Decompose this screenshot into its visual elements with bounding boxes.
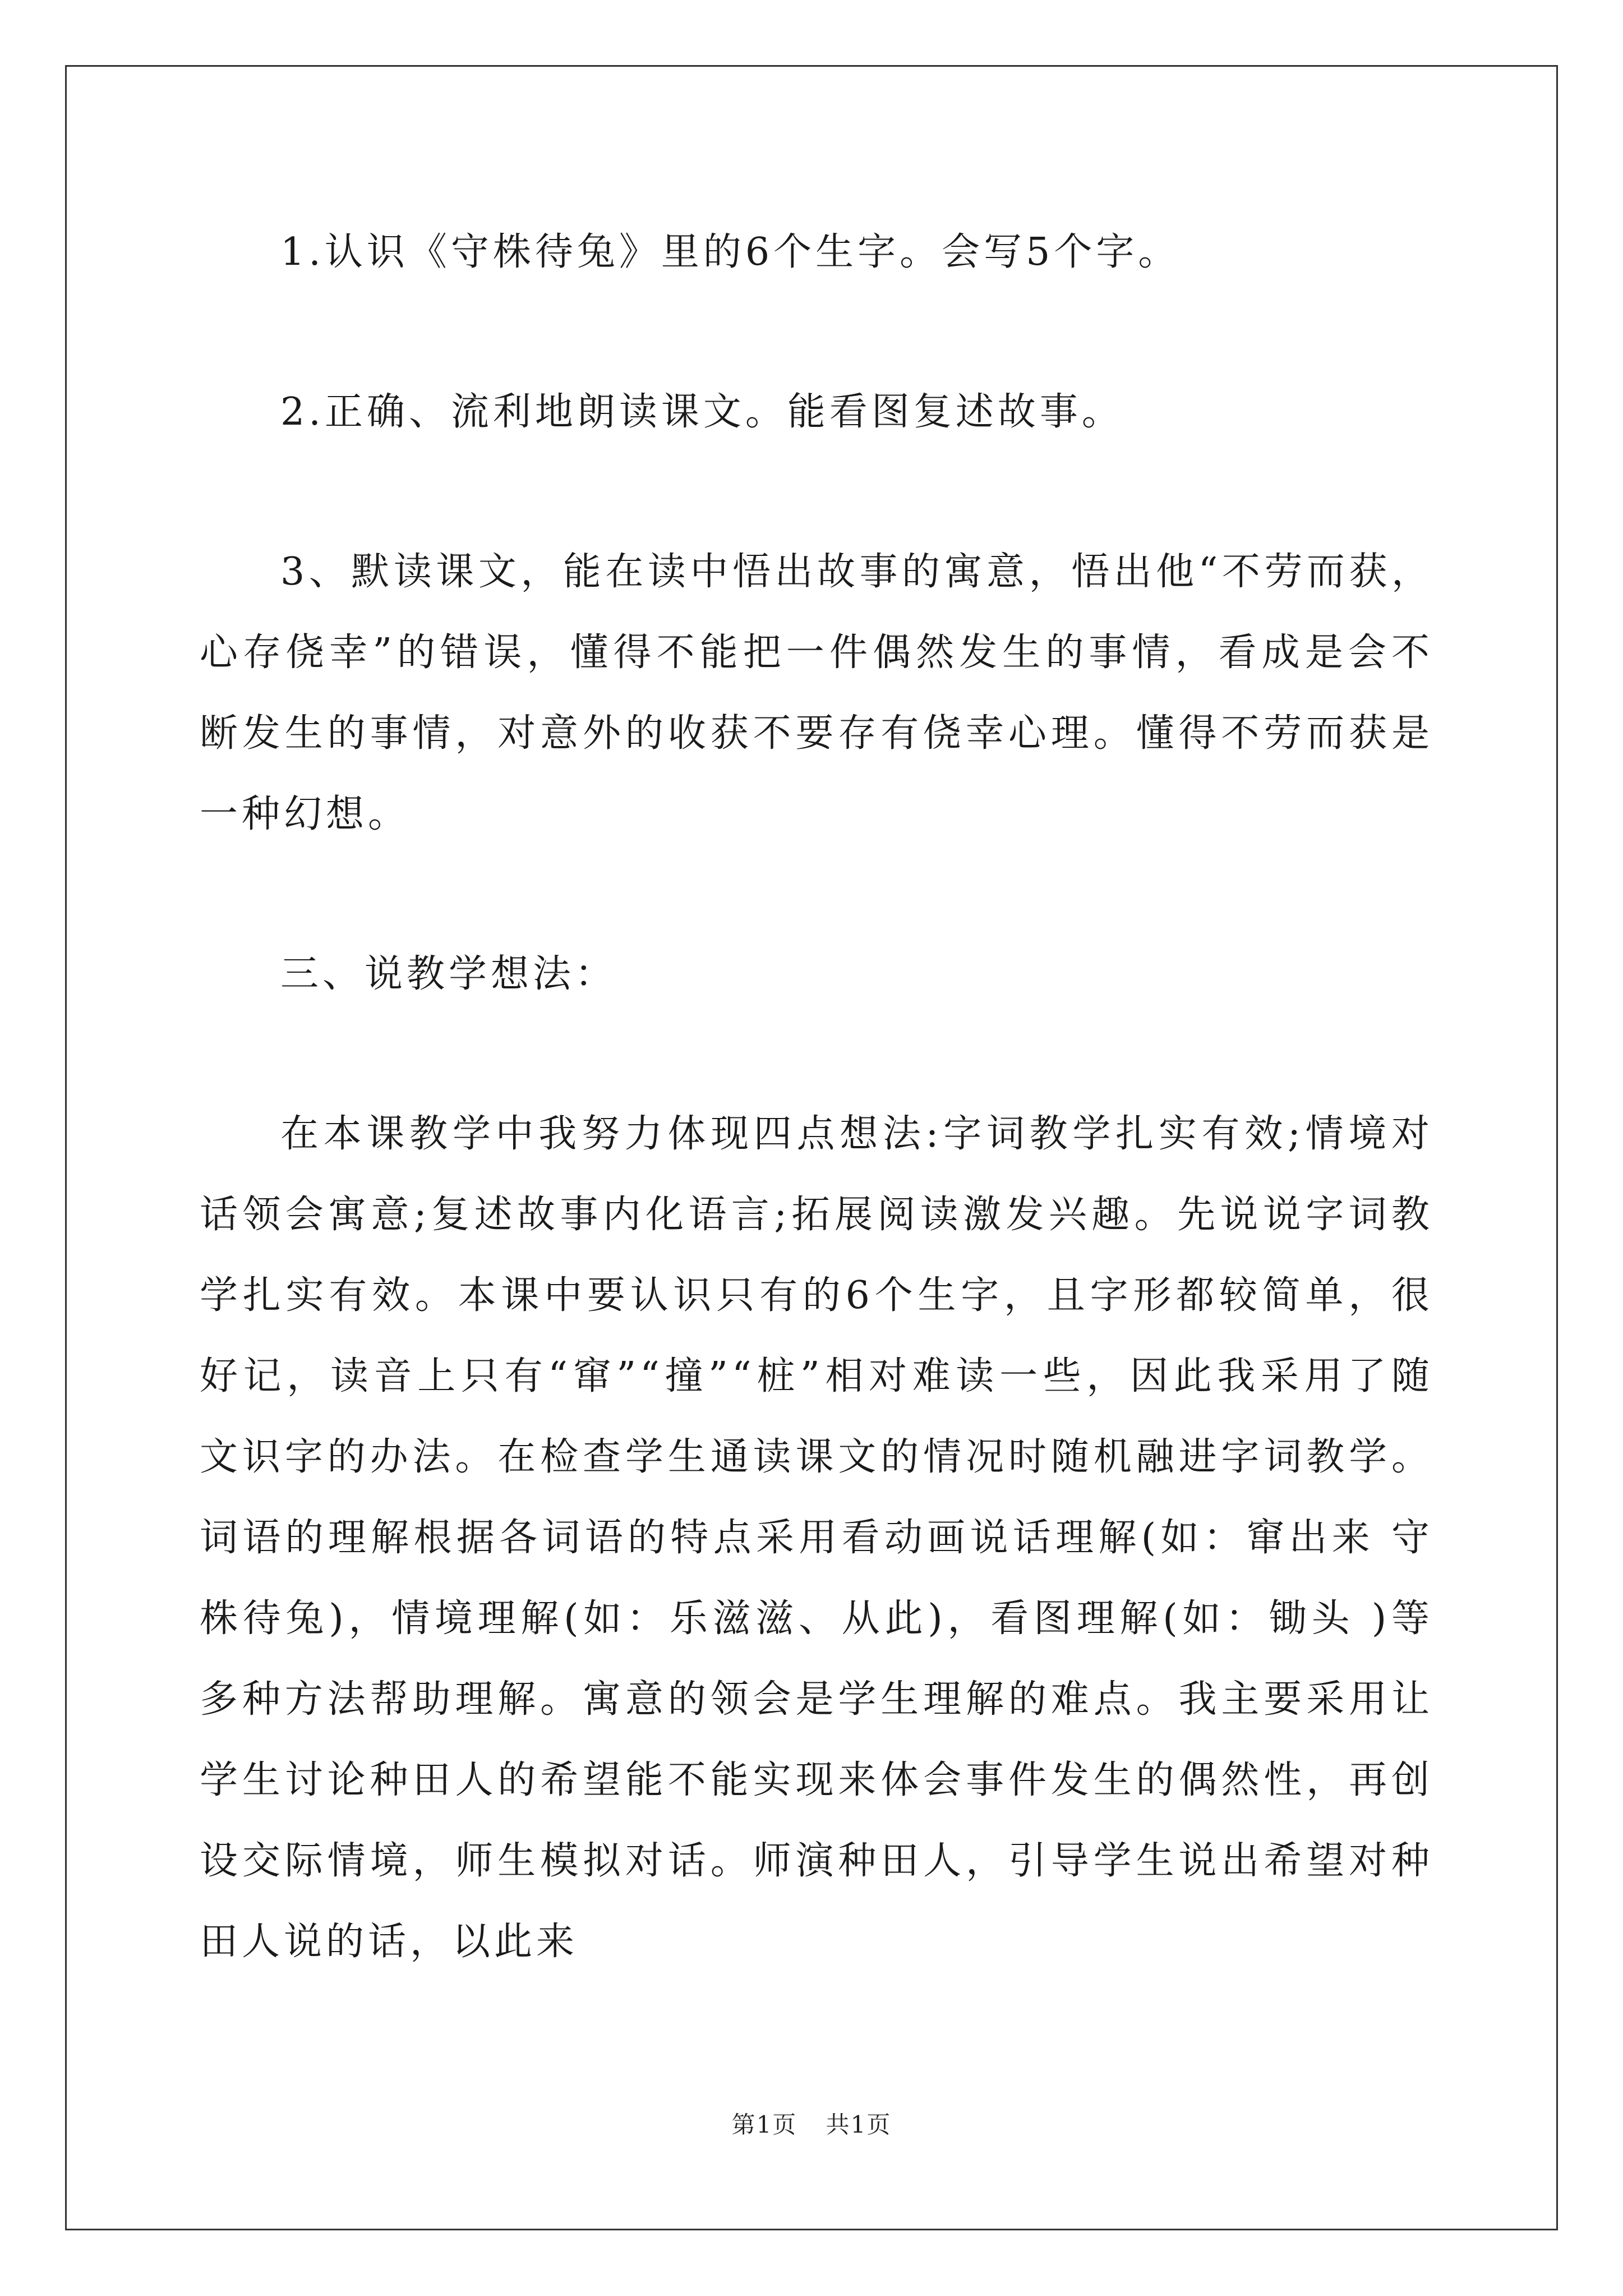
objective-3-paragraph: 3、默读课文，能在读中悟出故事的寓意，悟出他“不劳而获，心存侥幸”的错误，懂得不能把一件偶然发生的事情，看成是会不断发生的事情，对意外的收获不要存有侥幸心理。懂得不劳而获是一种幻想。 — [200, 550, 1433, 836]
page-footer — [0, 2106, 1623, 2140]
section-heading: 三、说教学想法： — [280, 952, 617, 996]
objective-1-paragraph: 1.认识《守株待兔》里的6个生字。会写5个字。 — [280, 230, 1181, 274]
document-body — [200, 212, 1433, 2062]
page-total: 共1页 — [826, 2111, 892, 2138]
page-number: 第1页 — [731, 2111, 797, 2138]
teaching-ideas-paragraph: 在本课教学中我努力体现四点想法:字词教学扎实有效;情境对话领会寓意;复述故事内化语言;拓展阅读激发兴趣。先说说字词教学扎实有效。本课中要认识只有的6个生字，且字形都较简单，很好记，读音上只有“窜”“撞”“桩”相对难读一些，因此我采用了随文识字的办法。在检查学生通读课文的情况时随机融进字词教学。词语的理解根据各词语的特点采用看动画说话理解(如：窜出来 守株待兔)，情境理解(如：乐滋滋、从此)，看图理解(如：锄头 )等多种方法帮助理解。寓意的领会是学生理解的难点。我主要采用让学生讨论种田人的希望能不能实现来体会事件发生的偶然性，再创设交际情境，师生模拟对话。师演种田人，引导学生说出希望对种田人说的话，以此来 — [200, 1112, 1434, 1964]
objective-2-paragraph: 2.正确、流利地朗读课文。能看图复述故事。 — [280, 390, 1124, 434]
